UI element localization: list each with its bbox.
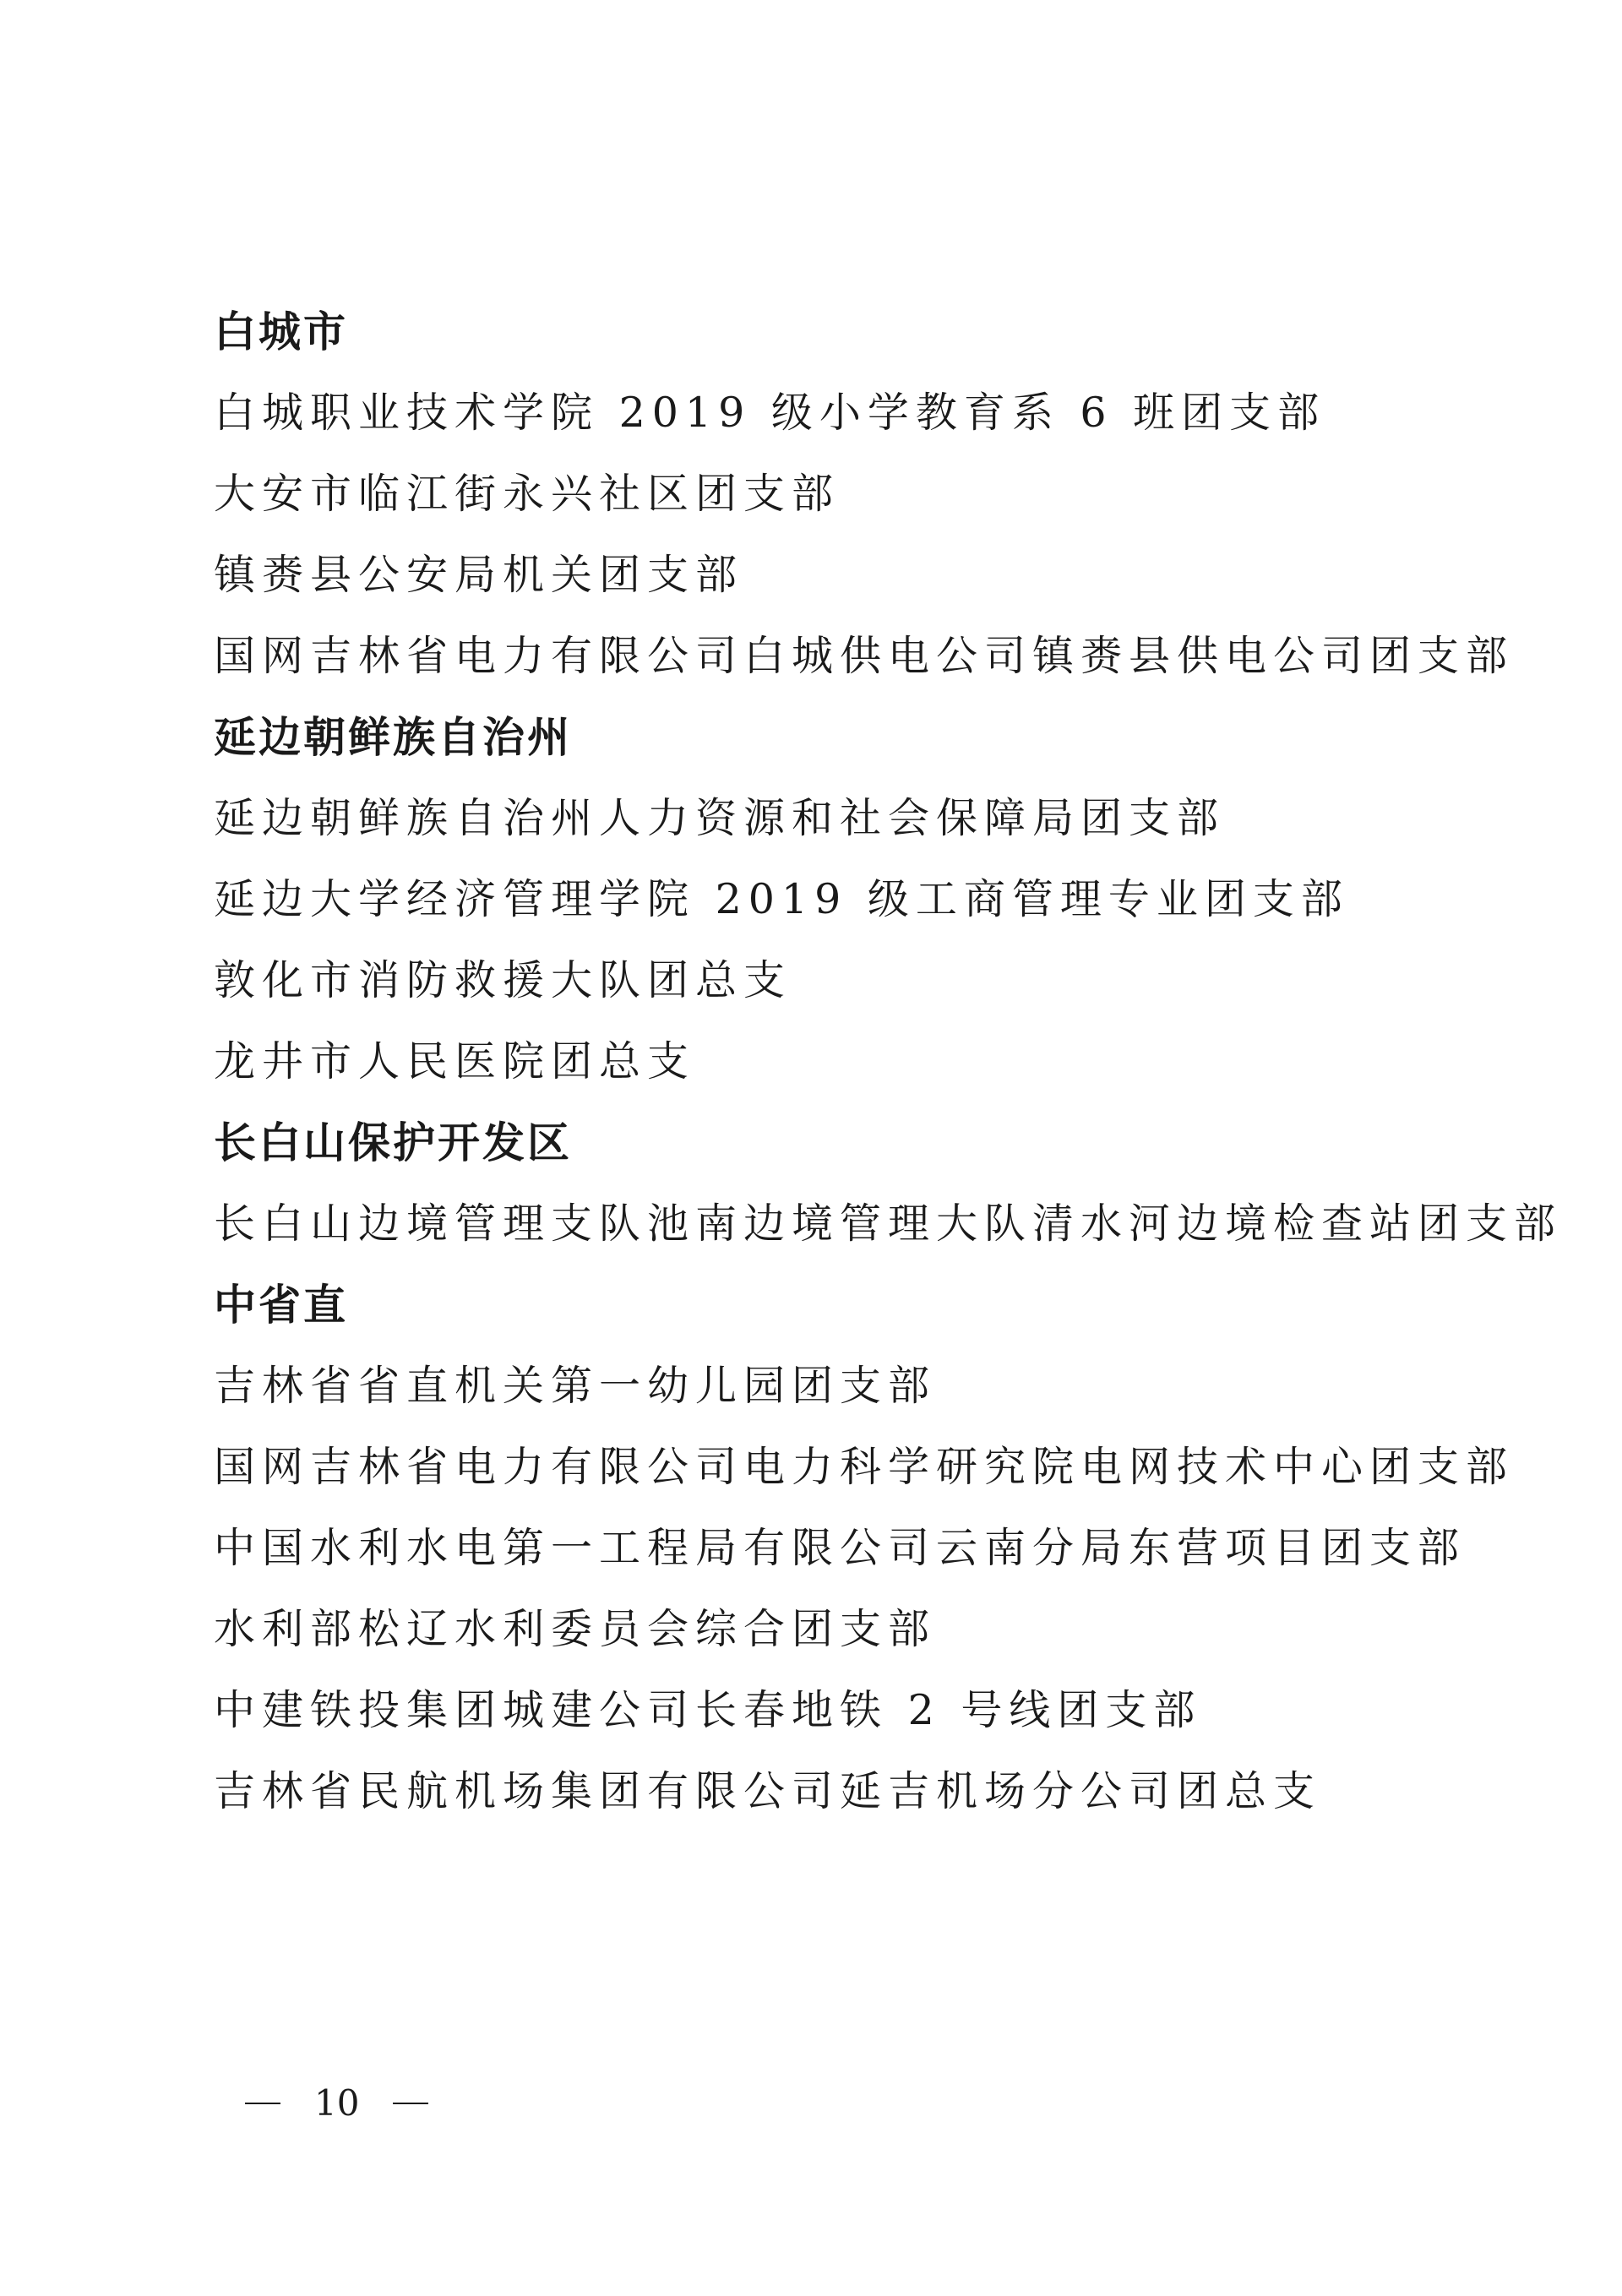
section-heading-baicheng: 白城市 bbox=[214, 307, 348, 356]
list-item: 敦化市消防救援大队团总支 bbox=[214, 956, 792, 1004]
footer-dash-right bbox=[393, 2103, 428, 2104]
section-heading-changbaishan: 长白山保护开发区 bbox=[214, 1118, 572, 1167]
list-item: 大安市临江街永兴社区团支部 bbox=[214, 470, 841, 518]
list-item: 中建铁投集团城建公司长春地铁 2 号线团支部 bbox=[214, 1686, 1202, 1734]
list-item: 吉林省省直机关第一幼儿园团支部 bbox=[214, 1362, 937, 1410]
list-item: 水利部松辽水利委员会综合团支部 bbox=[214, 1605, 937, 1653]
list-item: 白城职业技术学院 2019 级小学教育系 6 班团支部 bbox=[214, 389, 1326, 437]
section-heading-yanbian: 延边朝鲜族自治州 bbox=[214, 713, 572, 762]
page-number: 10 bbox=[314, 2082, 360, 2124]
page-content bbox=[214, 291, 1563, 1832]
list-item: 吉林省民航机场集团有限公司延吉机场分公司团总支 bbox=[214, 1767, 1322, 1815]
list-item: 长白山边境管理支队池南边境管理大队清水河边境检查站团支部 bbox=[214, 1200, 1563, 1248]
list-item: 中国水利水电第一工程局有限公司云南分局东营项目团支部 bbox=[214, 1524, 1467, 1572]
list-item: 延边朝鲜族自治州人力资源和社会保障局团支部 bbox=[214, 794, 1226, 842]
list-item: 国网吉林省电力有限公司白城供电公司镇赉县供电公司团支部 bbox=[214, 632, 1515, 680]
page-footer bbox=[245, 2082, 428, 2124]
list-item: 龙井市人民医院团总支 bbox=[214, 1037, 696, 1085]
footer-dash-left bbox=[245, 2103, 280, 2104]
list-item: 延边大学经济管理学院 2019 级工商管理专业团支部 bbox=[214, 875, 1349, 923]
list-item: 镇赉县公安局机关团支部 bbox=[214, 551, 744, 599]
list-item: 国网吉林省电力有限公司电力科学研究院电网技术中心团支部 bbox=[214, 1443, 1515, 1491]
section-heading-zhongshengzhi: 中省直 bbox=[214, 1281, 348, 1330]
